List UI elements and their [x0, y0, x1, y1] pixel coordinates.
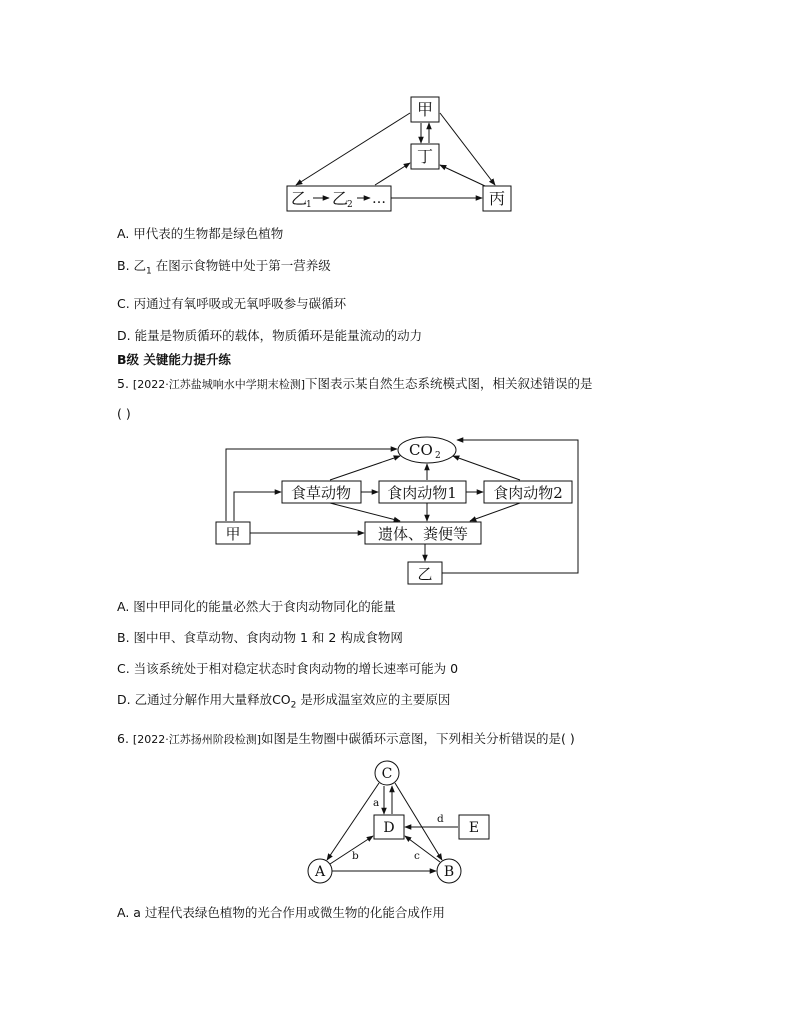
q5-source: [2022·江苏盐城响水中学期末检测]	[132, 378, 305, 391]
q4-option-b	[117, 256, 331, 277]
node-e: E	[468, 820, 480, 836]
node-c: C	[381, 766, 393, 782]
carnivore1-label: 食肉动物1	[387, 484, 457, 502]
q4-option-b-rest: 在图示食物链中处于第一营养级	[151, 258, 331, 273]
q5-option-d-prefix: D. 乙通过分解作用大量释放CO	[117, 692, 291, 707]
q4-option-d: D. 能量是物质循环的载体，物质循环是能量流动的动力	[117, 328, 423, 343]
q5-stem-text: 下图表示某自然生态系统模式图，相关叙述错误的是	[305, 376, 593, 391]
node-ellipsis: …	[372, 191, 386, 207]
q5-number: 5.	[117, 376, 129, 391]
node-yi-2-sub: 2	[347, 200, 353, 210]
q5-option-c: C. 当该系统处于相对稳定状态时食肉动物的增长速率可能为 0	[117, 661, 459, 676]
label-d: d	[437, 813, 444, 825]
section-heading: B级 关键能力提升练	[117, 352, 231, 367]
node-jia: 甲	[416, 100, 434, 119]
q4-option-c: C. 丙通过有氧呼吸或无氧呼吸参与碳循环	[117, 296, 347, 311]
remains-label: 遗体、粪便等	[377, 525, 469, 543]
herbivore-label: 食草动物	[290, 484, 352, 502]
q5-option-a: A. 图中甲同化的能量必然大于食肉动物同化的能量	[117, 599, 396, 614]
node-yi-1-sub: 1	[306, 200, 312, 210]
q5-stem	[117, 374, 593, 392]
q6-stem	[117, 729, 575, 747]
q6-number: 6.	[117, 731, 129, 746]
carnivore2-label: 食肉动物2	[493, 484, 563, 502]
q4-option-b-sub: 1	[146, 266, 152, 277]
node-ding: 丁	[416, 147, 434, 166]
label-b: b	[352, 850, 359, 862]
yi-label: 乙	[417, 565, 433, 583]
q6-source: [2022·江苏扬州阶段检测]	[132, 733, 261, 746]
co2-label-sub: 2	[435, 451, 441, 461]
label-c: c	[414, 850, 420, 862]
q6-option-a: A. a 过程代表绿色植物的光合作用或微生物的化能合成作用	[117, 905, 445, 920]
q6-stem-text: 如图是生物圈中碳循环示意图，下列相关分析错误的是( )	[261, 731, 575, 746]
q5-option-d-sub: 2	[290, 700, 297, 711]
node-bing: 丙	[488, 189, 506, 208]
diagram-1	[287, 97, 511, 211]
jia-label: 甲	[225, 525, 241, 543]
co2-label: CO	[409, 441, 433, 459]
q4-option-b-prefix: B. 乙	[117, 258, 147, 273]
q5-option-b: B. 图中甲、食草动物、食肉动物 1 和 2 构成食物网	[117, 630, 403, 645]
label-a: a	[373, 797, 380, 809]
q4-option-a: A. 甲代表的生物都是绿色植物	[117, 226, 284, 241]
q5-option-d-rest: 是形成温室效应的主要原因	[296, 692, 451, 707]
node-a: A	[314, 864, 326, 880]
node-yi-1: 乙	[291, 189, 308, 208]
diagram-3	[308, 761, 489, 883]
node-yi-2: 乙	[332, 189, 349, 208]
q5-answer-paren: ( )	[117, 406, 131, 421]
q5-option-d	[117, 690, 450, 711]
diagram-2	[216, 437, 578, 584]
node-b: B	[443, 864, 455, 880]
node-d: D	[383, 820, 395, 836]
